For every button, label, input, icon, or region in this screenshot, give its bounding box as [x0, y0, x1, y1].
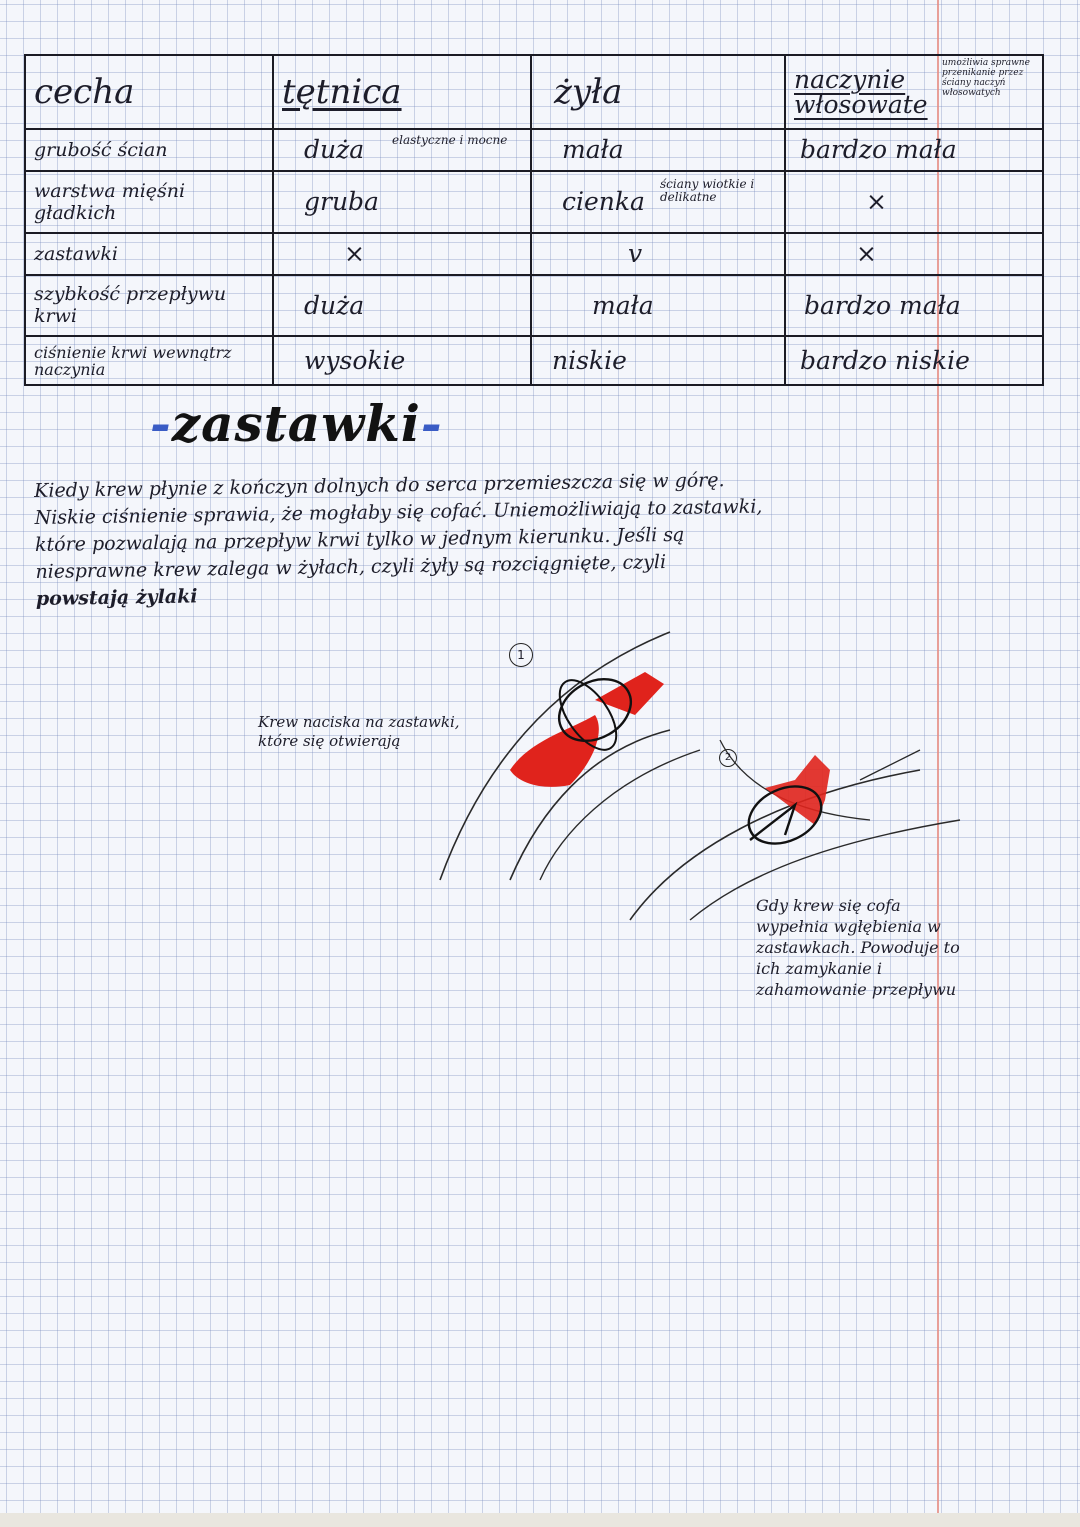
paragraph-line: Niskie ciśnienie sprawia, że mogłaby się cofać. Uniemożliwiają to zastawki,: [34, 495, 763, 529]
header-cell: [273, 55, 531, 129]
vein-note: ściany wiotkie i delikatne: [660, 176, 755, 204]
artery-cell: ×: [273, 233, 531, 275]
explanation-paragraph: [34, 464, 936, 613]
caption-closed-valve: Gdy krew się cofa wypełnia wgłębienia w zastawkach. Powoduje to ich zamykanie i zahamowanie przepływu: [756, 896, 960, 999]
paragraph-line: Kiedy krew płynie z kończyn dolnych do serca przemieszcza się w górę.: [34, 469, 725, 502]
table-row: [25, 129, 1043, 171]
capillary-side-note: umożliwia sprawne przenikanie przez ściany naczyń włosowatych: [942, 58, 1030, 98]
feature-cell: warstwa mięśni gładkich: [25, 171, 273, 233]
vein-cell: niskie: [531, 336, 785, 385]
capillary-cell: ×: [785, 233, 1043, 275]
blood-shape-1: [510, 715, 599, 787]
table-row: [25, 336, 1043, 385]
vein-cell: v: [531, 233, 785, 275]
capillary-cell: ×: [785, 171, 1043, 233]
page-edge: [0, 1513, 1080, 1527]
artery-cell: [273, 129, 531, 171]
heading-dash-icon: -: [150, 394, 172, 453]
step-1-badge: 1: [509, 643, 533, 667]
paragraph-line: które pozwalają na przepływ krwi tylko w jednym kierunku. Jeśli są: [34, 523, 685, 556]
header-capillary: naczynie włosowate: [794, 65, 928, 119]
paragraph-line: powstają żylaki: [35, 585, 198, 610]
heading-dash-icon: -: [420, 394, 443, 453]
vein-cell: [531, 171, 785, 233]
capillary-cell: bardzo niskie: [785, 336, 1043, 385]
header-feature: cecha: [34, 72, 135, 112]
vein-cell: mała: [531, 275, 785, 337]
capillary-cell: bardzo mała: [785, 275, 1043, 337]
comparison-table: [24, 54, 1044, 386]
paragraph-line: niesprawne krew zalega w żyłach, czyli żyły są rozciągnięte, czyli: [35, 551, 667, 583]
header-vein: żyła: [554, 72, 623, 112]
vein-cell: mała: [531, 129, 785, 171]
header-cell: [531, 55, 785, 129]
artery-cell: duża: [273, 275, 531, 337]
artery-value: duża: [304, 135, 365, 165]
table-header-row: [25, 55, 1043, 129]
feature-cell: ciśnienie krwi wewnątrz naczynia: [25, 336, 273, 385]
artery-note: elastyczne i mocne: [392, 133, 508, 147]
table-row: [25, 275, 1043, 337]
table-row: [25, 233, 1043, 275]
header-artery: tętnica: [282, 72, 402, 112]
artery-cell: gruba: [273, 171, 531, 233]
feature-cell: grubość ścian: [25, 129, 273, 171]
vein-value: cienka: [562, 187, 645, 217]
table-row: [25, 171, 1043, 233]
caption-open-valve: Krew naciska na zastawki, które się otwierają: [258, 713, 460, 750]
feature-cell: szybkość przepływu krwi: [25, 275, 273, 337]
section-heading: [150, 394, 443, 453]
valve-flap-2: [750, 805, 795, 840]
step-2-badge: 2: [719, 749, 737, 767]
artery-cell: wysokie: [273, 336, 531, 385]
valve-diagram: [420, 620, 980, 940]
capillary-cell: bardzo mała: [785, 129, 1043, 171]
heading-text: zastawki: [171, 394, 421, 453]
header-cell: [25, 55, 273, 129]
feature-cell: zastawki: [25, 233, 273, 275]
